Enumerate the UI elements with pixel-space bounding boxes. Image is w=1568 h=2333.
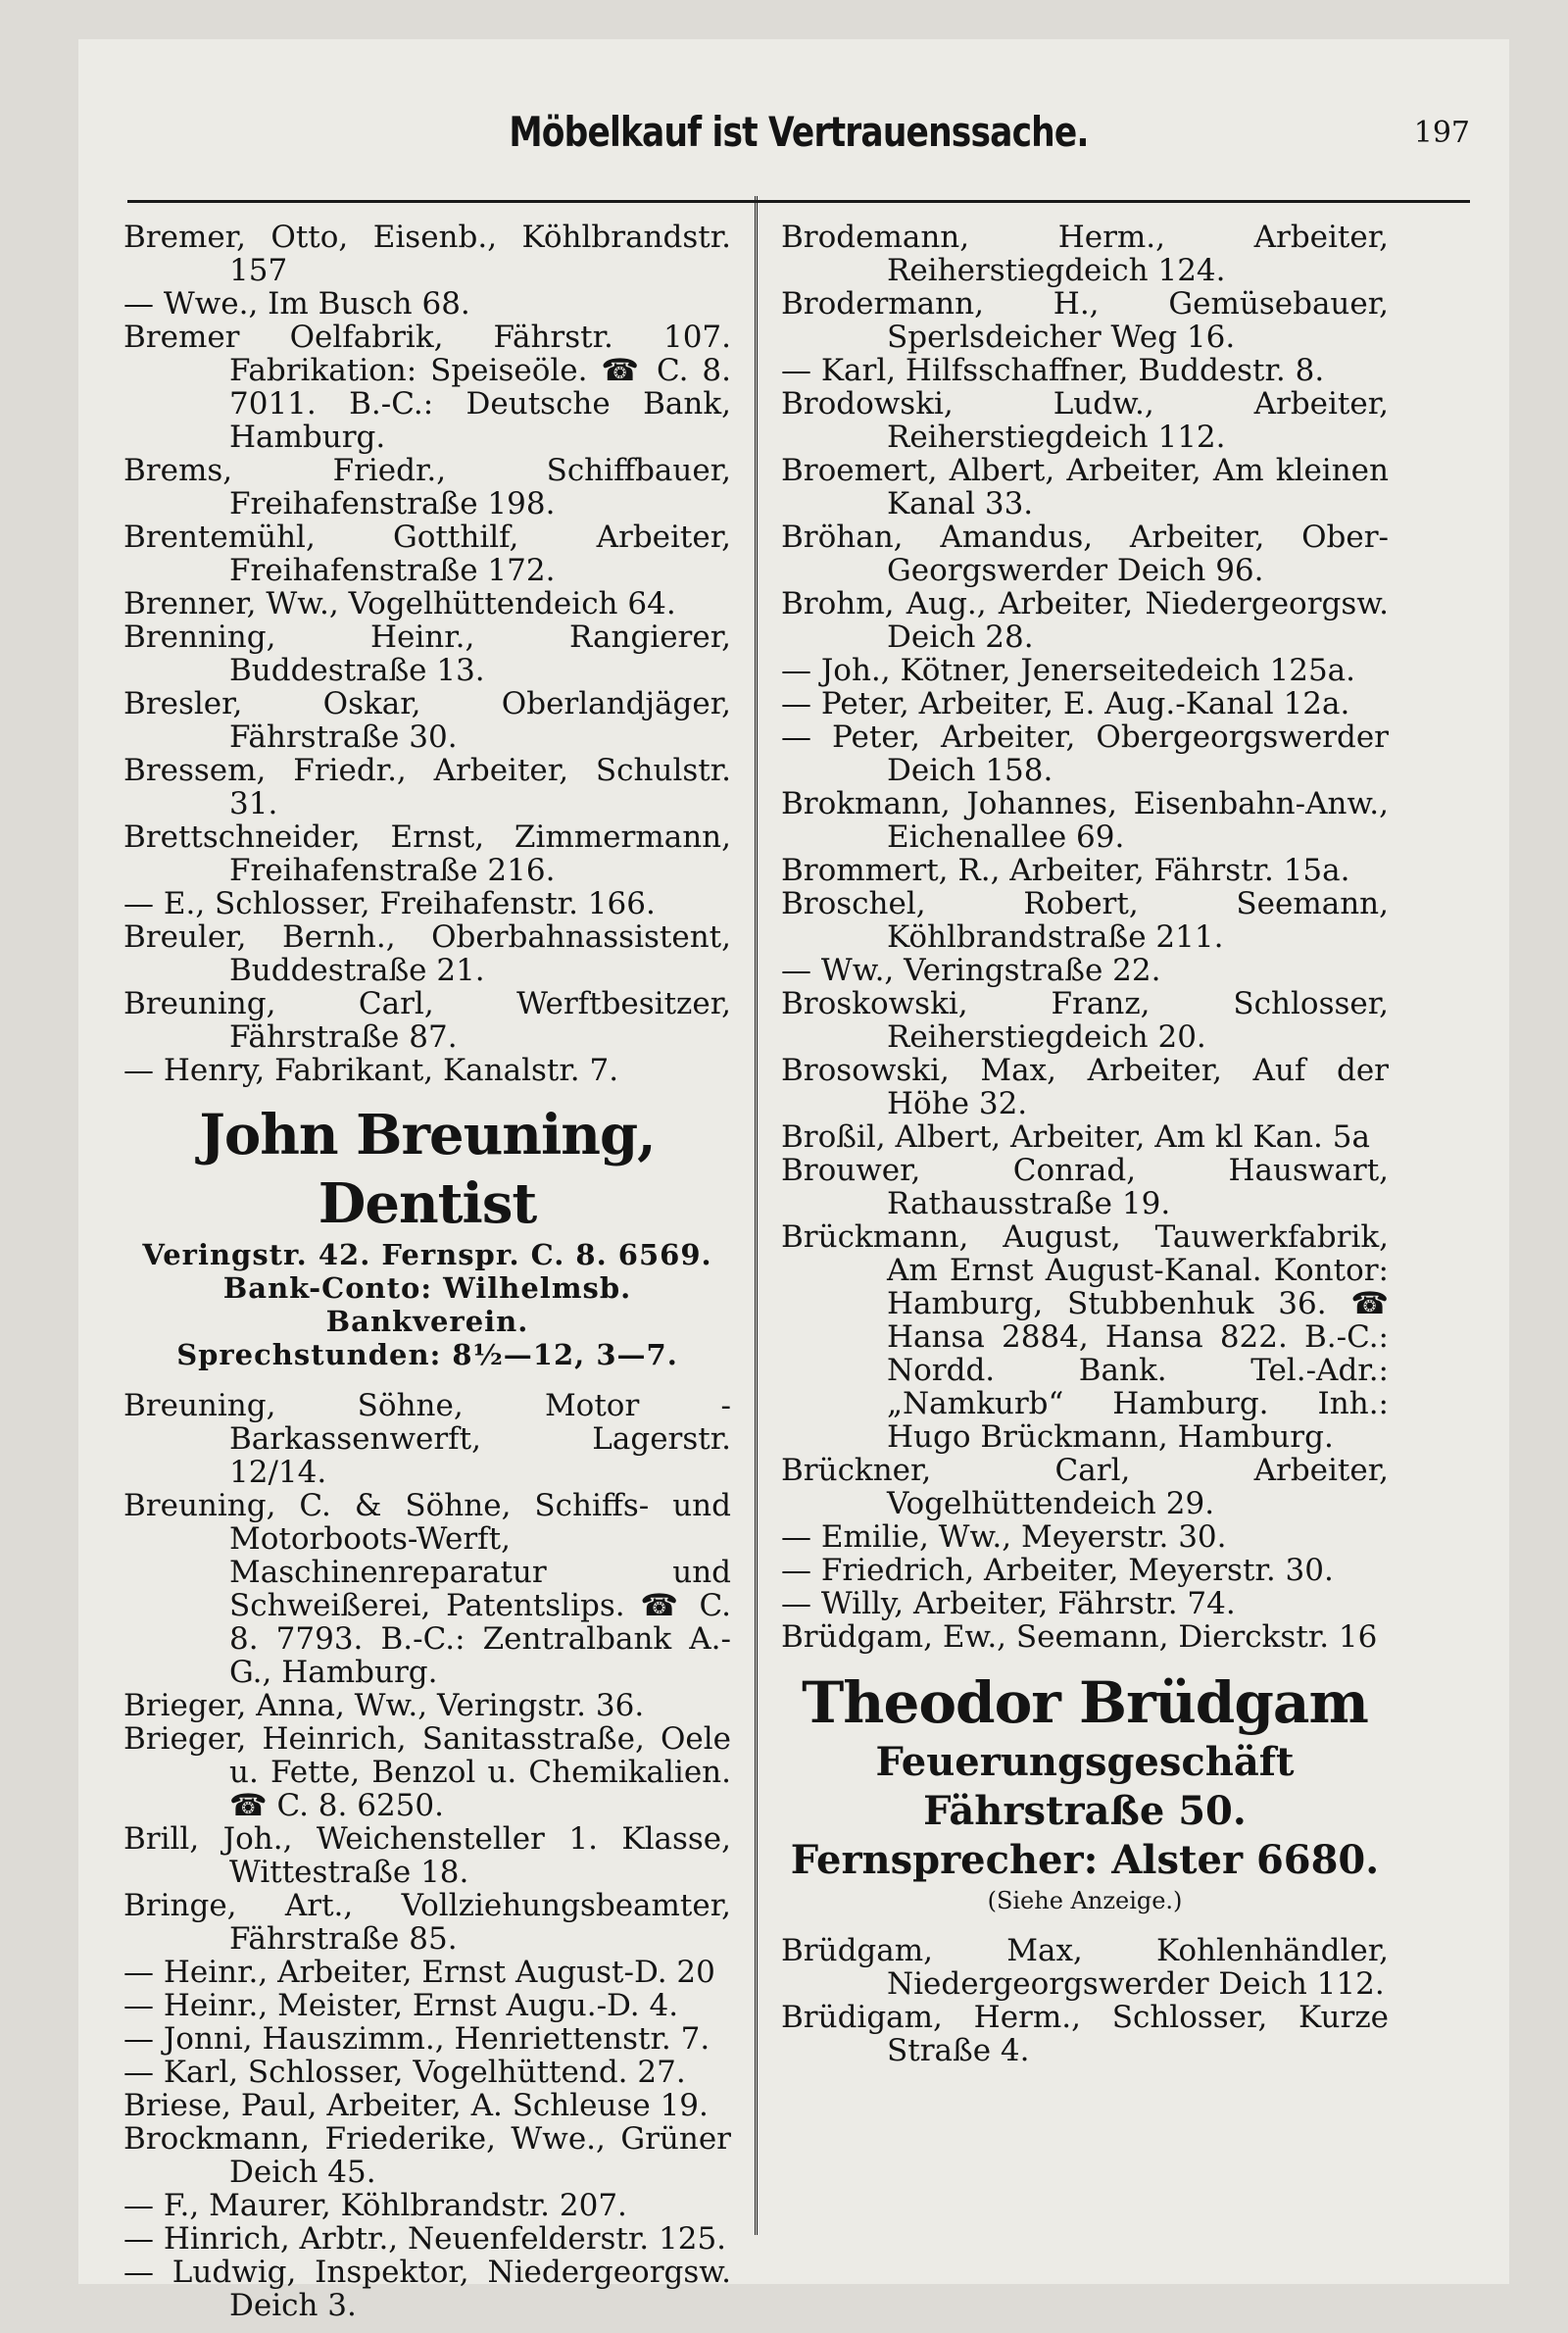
ad-breuning-hours: Sprechstunden: 8½—12, 3—7. xyxy=(176,1338,678,1371)
directory-entry: — Karl, Hilfsschaffner, Buddestr. 8. xyxy=(781,353,1325,388)
directory-entry: — Emilie, Ww., Meyerstr. 30. xyxy=(781,1519,1227,1555)
directory-entry: — Karl, Schlosser, Vogelhüttend. 27. xyxy=(123,2055,686,2090)
ad-bruedgam-phone: Fernsprecher: Alster 6680. xyxy=(790,1837,1380,1883)
directory-entry: Brückner, Carl, Arbeiter, Vogelhüttendeich 29. xyxy=(781,1453,1389,1521)
ad-breuning-title: John Breuning, Dentist xyxy=(199,1103,656,1236)
directory-entry: Brüdgam, Ew., Seemann, Dierckstr. 16 xyxy=(781,1619,1378,1655)
directory-entry: — Willy, Arbeiter, Fährstr. 74. xyxy=(781,1586,1236,1621)
page-title: Möbelkauf ist Vertrauenssache. xyxy=(509,108,1089,156)
column-divider xyxy=(755,196,758,2235)
directory-entry: Brenner, Ww., Vogelhüttendeich 64. xyxy=(123,586,676,621)
directory-entry: Brodowski, Ludw., Arbeiter, Reiherstiegdeich 112. xyxy=(781,386,1389,455)
directory-entry: Broemert, Albert, Arbeiter, Am kleinen Kanal 33. xyxy=(781,453,1389,521)
directory-entry: — Joh., Kötner, Jenerseitedeich 125a. xyxy=(781,653,1356,688)
left-entry-list xyxy=(123,221,731,1087)
left-entry-list-2 xyxy=(123,1389,731,2322)
directory-entry: — F., Maurer, Köhlbrandstr. 207. xyxy=(123,2188,627,2223)
directory-entry: Brüdgam, Max, Kohlenhändler, Niedergeorgswerder Deich 112. xyxy=(781,1933,1389,2002)
right-entry-list xyxy=(781,221,1389,1654)
ad-bruedgam-business: Feuerungsgeschäft xyxy=(875,1739,1295,1785)
directory-entry: Brüdigam, Herm., Schlosser, Kurze Straße 4. xyxy=(781,2000,1389,2068)
directory-entry: Broschel, Robert, Seemann, Köhlbrandstraße 211. xyxy=(781,886,1389,955)
directory-entry: Bringe, Art., Vollziehungsbeamter, Fährstraße 85. xyxy=(123,1888,731,1957)
directory-entry: Brill, Joh., Weichensteller 1. Klasse, Wittestraße 18. xyxy=(123,1821,731,1890)
directory-entry: Brodermann, H., Gemüsebauer, Sperlsdeicher Weg 16. xyxy=(781,286,1389,355)
left-column xyxy=(123,221,731,2322)
right-column xyxy=(781,221,1389,2067)
directory-entry: Broskowski, Franz, Schlosser, Reiherstiegdeich 20. xyxy=(781,986,1389,1055)
directory-entry: — Ww., Veringstraße 22. xyxy=(781,953,1161,988)
directory-entry: — E., Schlosser, Freihafenstr. 166. xyxy=(123,886,656,921)
directory-entry: Brieger, Heinrich, Sanitasstraße, Oele u. Fette, Benzol u. Chemikalien. ☎ C. 8. 6250. xyxy=(123,1721,731,1823)
directory-entry: Brieger, Anna, Ww., Veringstr. 36. xyxy=(123,1688,645,1723)
page-number: 197 xyxy=(1413,116,1470,150)
directory-entry: Brohm, Aug., Arbeiter, Niedergeorgsw. Deich 28. xyxy=(781,586,1389,655)
ad-breuning-address: Veringstr. 42. Fernspr. C. 8. 6569. xyxy=(142,1238,712,1271)
directory-entry: Brokmann, Johannes, Eisenbahn-Anw., Eichenallee 69. xyxy=(781,786,1389,855)
directory-entry: Bressem, Friedr., Arbeiter, Schulstr. 31. xyxy=(123,753,731,821)
directory-entry: Briese, Paul, Arbeiter, A. Schleuse 19. xyxy=(123,2088,709,2123)
directory-entry: — Peter, Arbeiter, E. Aug.-Kanal 12a. xyxy=(781,686,1350,721)
directory-page xyxy=(78,39,1509,2323)
directory-entry: Bremer, Otto, Eisenb., Köhlbrandstr. 157 xyxy=(123,220,731,288)
directory-entry: — Henry, Fabrikant, Kanalstr. 7. xyxy=(123,1053,619,1088)
directory-entry: — Ludwig, Inspektor, Niedergeorgsw. Deich 3. xyxy=(123,2255,731,2323)
directory-entry: — Wwe., Im Busch 68. xyxy=(123,286,470,322)
directory-entry: — Heinr., Arbeiter, Ernst August-D. 20 xyxy=(123,1955,715,1990)
directory-entry: Broßil, Albert, Arbeiter, Am kl Kan. 5a xyxy=(781,1119,1370,1155)
directory-entry: — Heinr., Meister, Ernst Augu.-D. 4. xyxy=(123,1988,679,2023)
ad-bruedgam xyxy=(781,1667,1389,1916)
ad-breuning-bank: Bank-Conto: Wilhelmsb. Bankverein. xyxy=(222,1271,632,1338)
directory-entry: Brockmann, Friederike, Wwe., Grüner Deich 45. xyxy=(123,2121,731,2190)
ad-bruedgam-title: Theodor Brüdgam xyxy=(802,1669,1368,1736)
directory-entry: Brodemann, Herm., Arbeiter, Reiherstiegdeich 124. xyxy=(781,220,1389,288)
directory-entry: Breuning, Söhne, Motor - Barkassenwerft, Lagerstr. 12/14. xyxy=(123,1388,731,1490)
directory-entry: Brouwer, Conrad, Hauswart, Rathausstraße 19. xyxy=(781,1153,1389,1221)
directory-entry: — Peter, Arbeiter, Obergeorgswerder Deich 158. xyxy=(781,720,1389,788)
page-header xyxy=(127,108,1470,186)
directory-entry: Brems, Friedr., Schiffbauer, Freihafenstraße 198. xyxy=(123,453,731,521)
directory-entry: Bröhan, Amandus, Arbeiter, Ober-Georgswerder Deich 96. xyxy=(781,520,1389,588)
directory-entry: Breuler, Bernh., Oberbahnassistent, Buddestraße 21. xyxy=(123,919,731,988)
directory-entry: — Friedrich, Arbeiter, Meyerstr. 30. xyxy=(781,1553,1334,1588)
header-rule xyxy=(127,200,1470,203)
directory-entry: Brentemühl, Gotthilf, Arbeiter, Freihafenstraße 172. xyxy=(123,520,731,588)
ad-bruedgam-address: Fährstraße 50. xyxy=(923,1788,1247,1834)
ad-bruedgam-note: (Siehe Anzeige.) xyxy=(987,1887,1183,1914)
right-entry-list-2 xyxy=(781,1934,1389,2067)
directory-entry: Breuning, Carl, Werftbesitzer, Fährstraße 87. xyxy=(123,986,731,1055)
directory-entry: Brenning, Heinr., Rangierer, Buddestraße 13. xyxy=(123,620,731,688)
directory-entry: Bresler, Oskar, Oberlandjäger, Fährstraße 30. xyxy=(123,686,731,755)
directory-entry: Brettschneider, Ernst, Zimmermann, Freihafenstraße 216. xyxy=(123,819,731,888)
directory-entry: Breuning, C. & Söhne, Schiffs- und Motorboots-Werft, Maschinenreparatur und Schweißerei, Patentslips. ☎ C. 8. 7793. B.-C.: Zentralbank A.-G., Hamburg. xyxy=(123,1488,731,1690)
directory-entry: Brosowski, Max, Arbeiter, Auf der Höhe 32. xyxy=(781,1053,1389,1121)
directory-entry: Bremer Oelfabrik, Fährstr. 107. Fabrikation: Speiseöle. ☎ C. 8. 7011. B.-C.: Deutsche Bank, Hamburg. xyxy=(123,320,731,455)
directory-entry: Brückmann, August, Tauwerkfabrik, Am Ernst August-Kanal. Kontor: Hamburg, Stubbenhuk 36. ☎ Hansa 2884, Hansa 822. B.-C.: Nordd. Bank. Tel.-Adr.: „Namkurb“ Hamburg. Inh.: Hugo Brückmann, Hamburg. xyxy=(781,1219,1389,1455)
directory-entry: — Hinrich, Arbtr., Neuenfelderstr. 125. xyxy=(123,2221,727,2257)
directory-entry: — Jonni, Hauszimm., Henriettenstr. 7. xyxy=(123,2021,710,2057)
directory-entry: Brommert, R., Arbeiter, Fährstr. 15a. xyxy=(781,853,1350,888)
ad-breuning xyxy=(123,1101,731,1371)
